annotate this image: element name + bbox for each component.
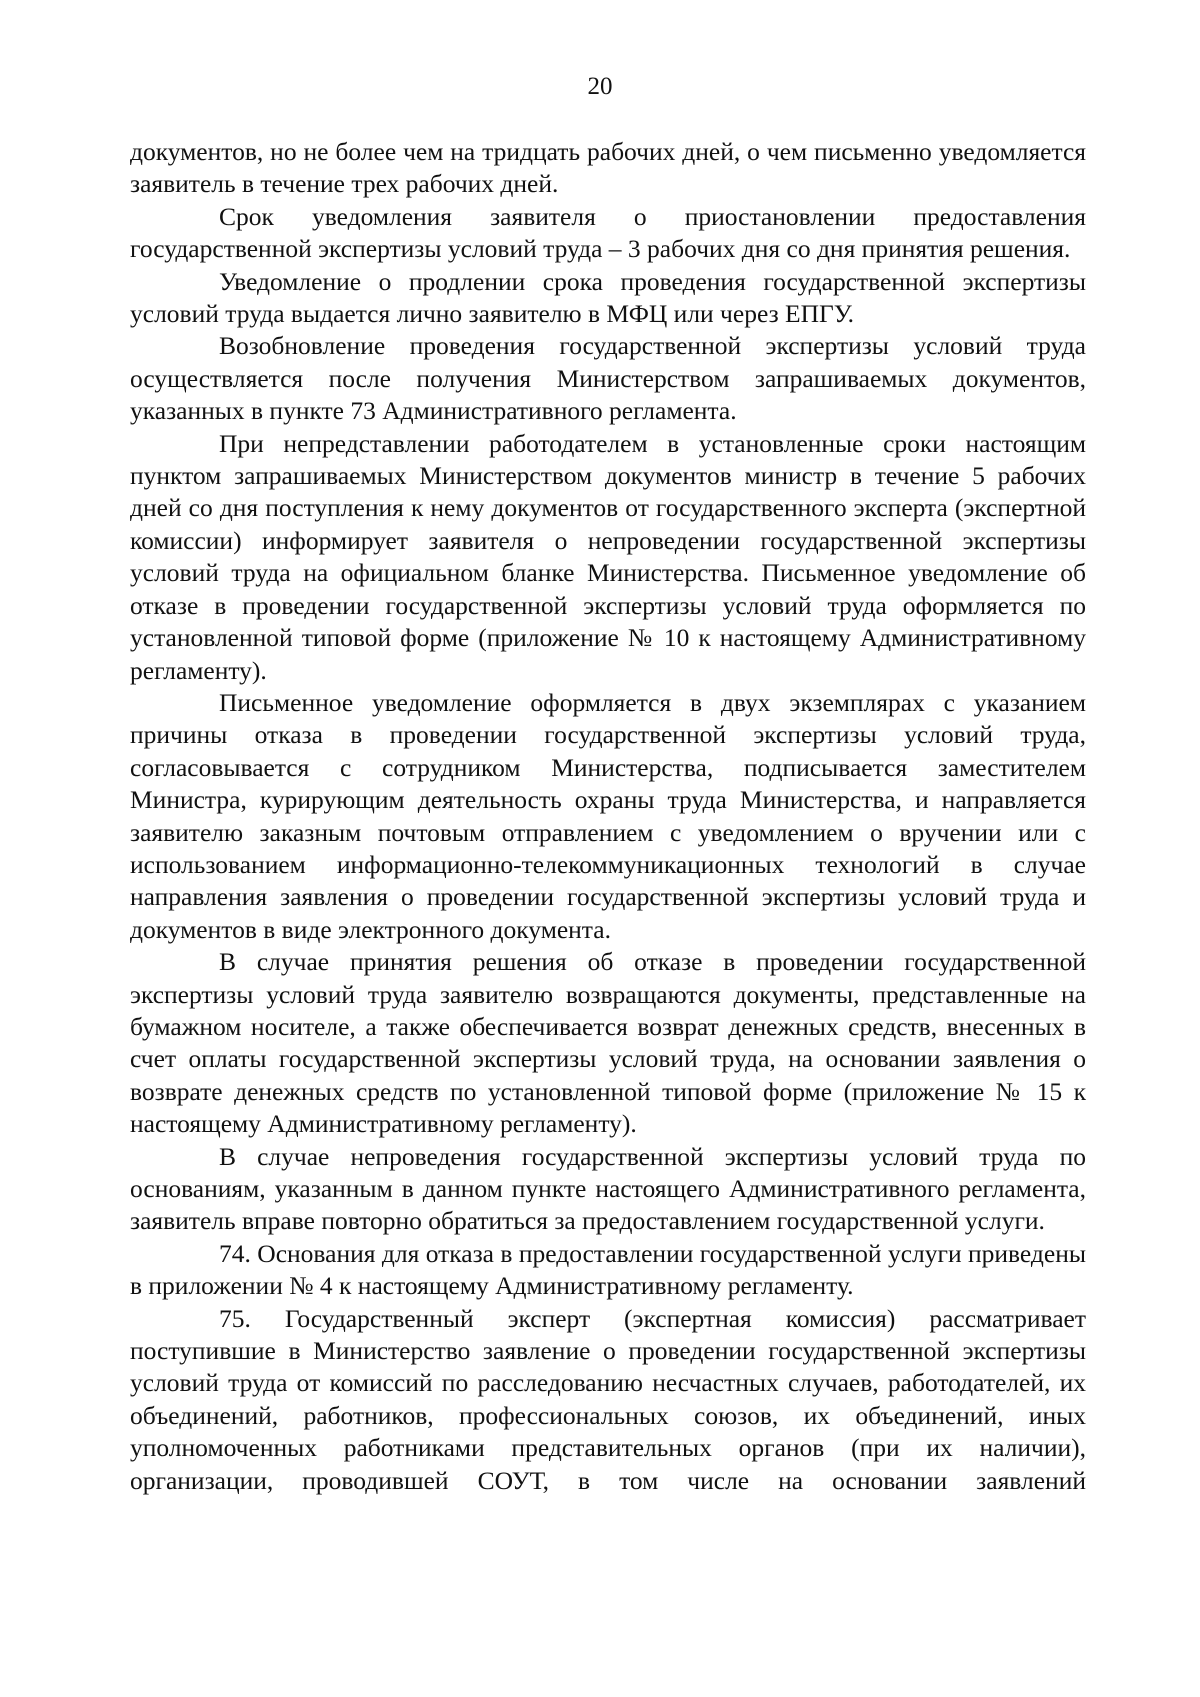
paragraph-2: Срок уведомления заявителя о приостановлении предоставления государственной экспертизы условий труда – 3 рабочих дня со дня принятия решения. (130, 201, 1086, 264)
paragraph-8: В случае непроведения государственной экспертизы условий труда по основаниям, указанным в данном пункте настоящего Административного регламента, заявитель вправе повторно обратиться за предоставлением государственной услуги. (130, 1141, 1086, 1236)
paragraph-1: документов, но не более чем на тридцать рабочих дней, о чем письменно уведомляется заявитель в течение трех рабочих дней. (130, 137, 1086, 199)
paragraph-3: Уведомление о продлении срока проведения государственной экспертизы условий труда выдается лично заявителю в МФЦ или через ЕПГУ. (130, 266, 1086, 329)
paragraph-item-74: 74. Основания для отказа в предоставлении государственной услуги приведены в приложении № 4 к настоящему Административному регламенту. (130, 1238, 1086, 1301)
page-number: 20 (587, 73, 613, 100)
paragraph-4: Возобновление проведения государственной экспертизы условий труда осуществляется после получения Министерством запрашиваемых документов, указанных в пункте 73 Административного регламента. (130, 331, 1086, 426)
document-body (130, 136, 1086, 1497)
paragraph-6: Письменное уведомление оформляется в двух экземплярах с указанием причины отказа в проведении государственной экспертизы условий труда, согласовывается с сотрудником Министерства, подписывается заместителем Министра, курирующим деятельность охраны труда Министерства, и направляется заявителю заказным почтовым отправлением с уведомлением о вручении или с использованием информационно-телекоммуникационных технологий в случае направления заявления о проведении государственной экспертизы условий труда и документов в виде электронного документа. (130, 687, 1086, 944)
paragraph-5: При непредставлении работодателем в установленные сроки настоящим пунктом запрашиваемых Министерством документов министр в течение 5 рабочих дней со дня поступления к нему документов от государственного эксперта (экспертной комиссии) информирует заявителя о непроведении государственной экспертизы условий труда на официальном бланке Министерства. Письменное уведомление об отказе в проведении государственной экспертизы условий труда оформляется по установленной типовой форме (приложение № 10 к настоящему Административному регламенту). (130, 428, 1086, 685)
paragraph-7: В случае принятия решения об отказе в проведении государственной экспертизы условий труда заявителю возвращаются документы, представленные на бумажном носителе, а также обеспечивается возврат денежных средств, внесенных в счет оплаты государственной экспертизы условий труда, на основании заявления о возврате денежных средств по установленной типовой форме (приложение № 15 к настоящему Административному регламенту). (130, 947, 1086, 1139)
paragraph-item-75: 75. Государственный эксперт (экспертная комиссия) рассматривает поступившие в Министерство заявление о проведении государственной экспертизы условий труда от комиссий по расследованию несчастных случаев, работодателей, их объединений, работников, профессиональных союзов, их объединений, иных уполномоченных работниками представительных органов (при их наличии), организации, проводившей СОУТ, в том числе на основании заявлений (130, 1303, 1086, 1495)
